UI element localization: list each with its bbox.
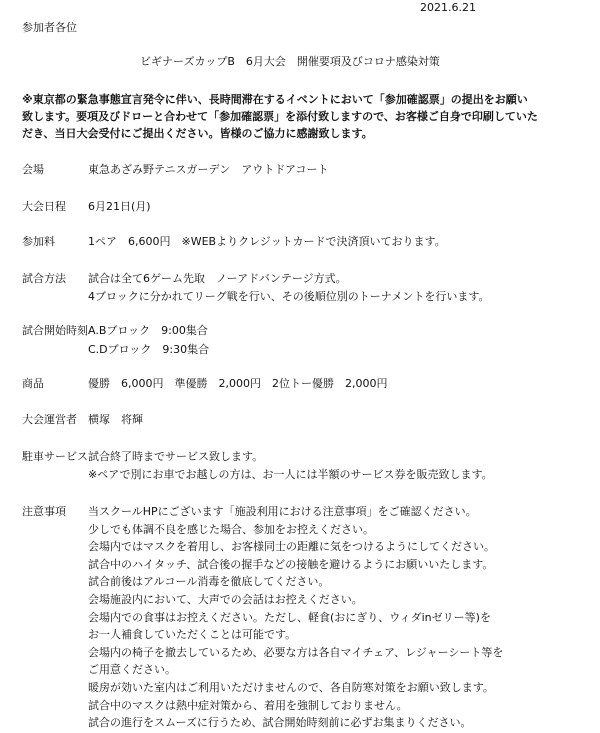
row-value: [88, 270, 593, 306]
row-label: 駐車サービス: [22, 450, 88, 463]
notice-line: 致します。要項及びドローと合わせて「参加確認票」を添付致しますので、お客様ご自身で印刷していた: [22, 110, 538, 123]
row-label: 参加料: [22, 235, 55, 248]
notice-line: だき、当日大会受付にご提出ください。皆様のご協力に感謝致します。: [22, 127, 373, 140]
row-value: [88, 161, 593, 179]
precaution-line: 試合中のマスクは熱中症対策から、着用を強制しておりません。: [88, 698, 408, 712]
row-value-line: 試合終了時までサービス致します。: [88, 450, 264, 463]
precaution-line: 少しでも体調不良を感じた場合、参加をお控えください。: [88, 522, 374, 536]
precaution-line: 会場施設内において、大声での会話はお控えください。: [88, 592, 363, 606]
row-label: 試合開始時刻: [22, 324, 88, 337]
row-label: 大会日程: [22, 200, 66, 213]
precaution-line: 試合の進行をスムーズに行うため、試合開始時刻前に必ずお集まりください。: [88, 716, 472, 730]
row-value: [88, 448, 593, 484]
row-value-line: 東急あざみ野テニスガーデン アウトドアコート: [88, 163, 329, 176]
row-value: [88, 321, 593, 359]
row-value: [88, 233, 593, 251]
row-label: 大会運営者: [22, 413, 77, 426]
row-value: [88, 411, 593, 429]
row-value: [88, 375, 593, 393]
row-value-line: 試合は全て6ゲーム先取 ノーアドバンテージ方式。: [88, 272, 347, 285]
row-value-line: 4ブロックに分かれてリーグ戦を行い、その後順位別のトーナメントを行います。: [88, 290, 490, 303]
row-label: 注意事項: [22, 505, 66, 518]
notice-paragraph: [22, 91, 592, 142]
precaution-line: 会場内の椅子を撤去しているため、必要な方は各自マイチェア、レジャーシート等を: [88, 645, 504, 659]
row-value: [88, 503, 593, 732]
row-value-line: 横塚 将輝: [88, 413, 143, 426]
row-label: 商品: [22, 377, 44, 390]
precaution-line: 暖房が効いた室内はご利用いただけませんので、各自防寒対策をお願い致します。: [88, 680, 494, 694]
recipient-line: 参加者各位: [22, 21, 77, 34]
precaution-line: 試合前後はアルコール消毒を徹底してください。: [88, 575, 330, 589]
notice-line: ※東京都の緊急事態宣言発令に伴い、長時間滞在するイベントにおいて「参加確認票」の提出をお願い: [22, 93, 528, 106]
row-value: [88, 198, 593, 216]
row-label: 試合方法: [22, 272, 66, 285]
row-value-line: A.Bブロック 9:00集合: [88, 324, 208, 337]
document-date: 2021.6.21: [420, 1, 476, 14]
row-value-line: 優勝 6,000円 準優勝 2,000円 2位トー優勝 2,000円: [88, 377, 388, 390]
precaution-line: 会場内での食事はお控えください。ただし、軽食(おにぎり、ウィダinゼリー等)を: [88, 610, 491, 624]
precaution-line: 会場内ではマスクを着用し、お客様同士の距離に気をつけるようにしてください。: [88, 540, 495, 554]
row-value-line: 6月21日(月): [88, 200, 151, 213]
precaution-line: 試合中のハイタッチ、試合後の握手などの接触を避けるようにお願いいたします。: [88, 557, 494, 571]
row-value-line: C.Dブロック 9:30集合: [88, 343, 210, 356]
precaution-line: ご用意ください。: [88, 663, 176, 677]
row-value-line: 1ペア 6,600円 ※WEBよりクレジットカードで決済頂いております。: [88, 235, 446, 248]
document-title: ビギナーズカップB 6月大会 開催要項及びコロナ感染対策: [140, 55, 440, 68]
precaution-line: 当スクールHPにございます「施設利用における注意事項」をご確認ください。: [88, 505, 477, 518]
precaution-line: お一人補食していただくことは可能です。: [88, 628, 297, 642]
row-label: 会場: [22, 163, 44, 176]
row-value-line: ※ペアで別にお車でお越しの方は、お一人には半額のサービス券を販売致します。: [88, 468, 493, 481]
